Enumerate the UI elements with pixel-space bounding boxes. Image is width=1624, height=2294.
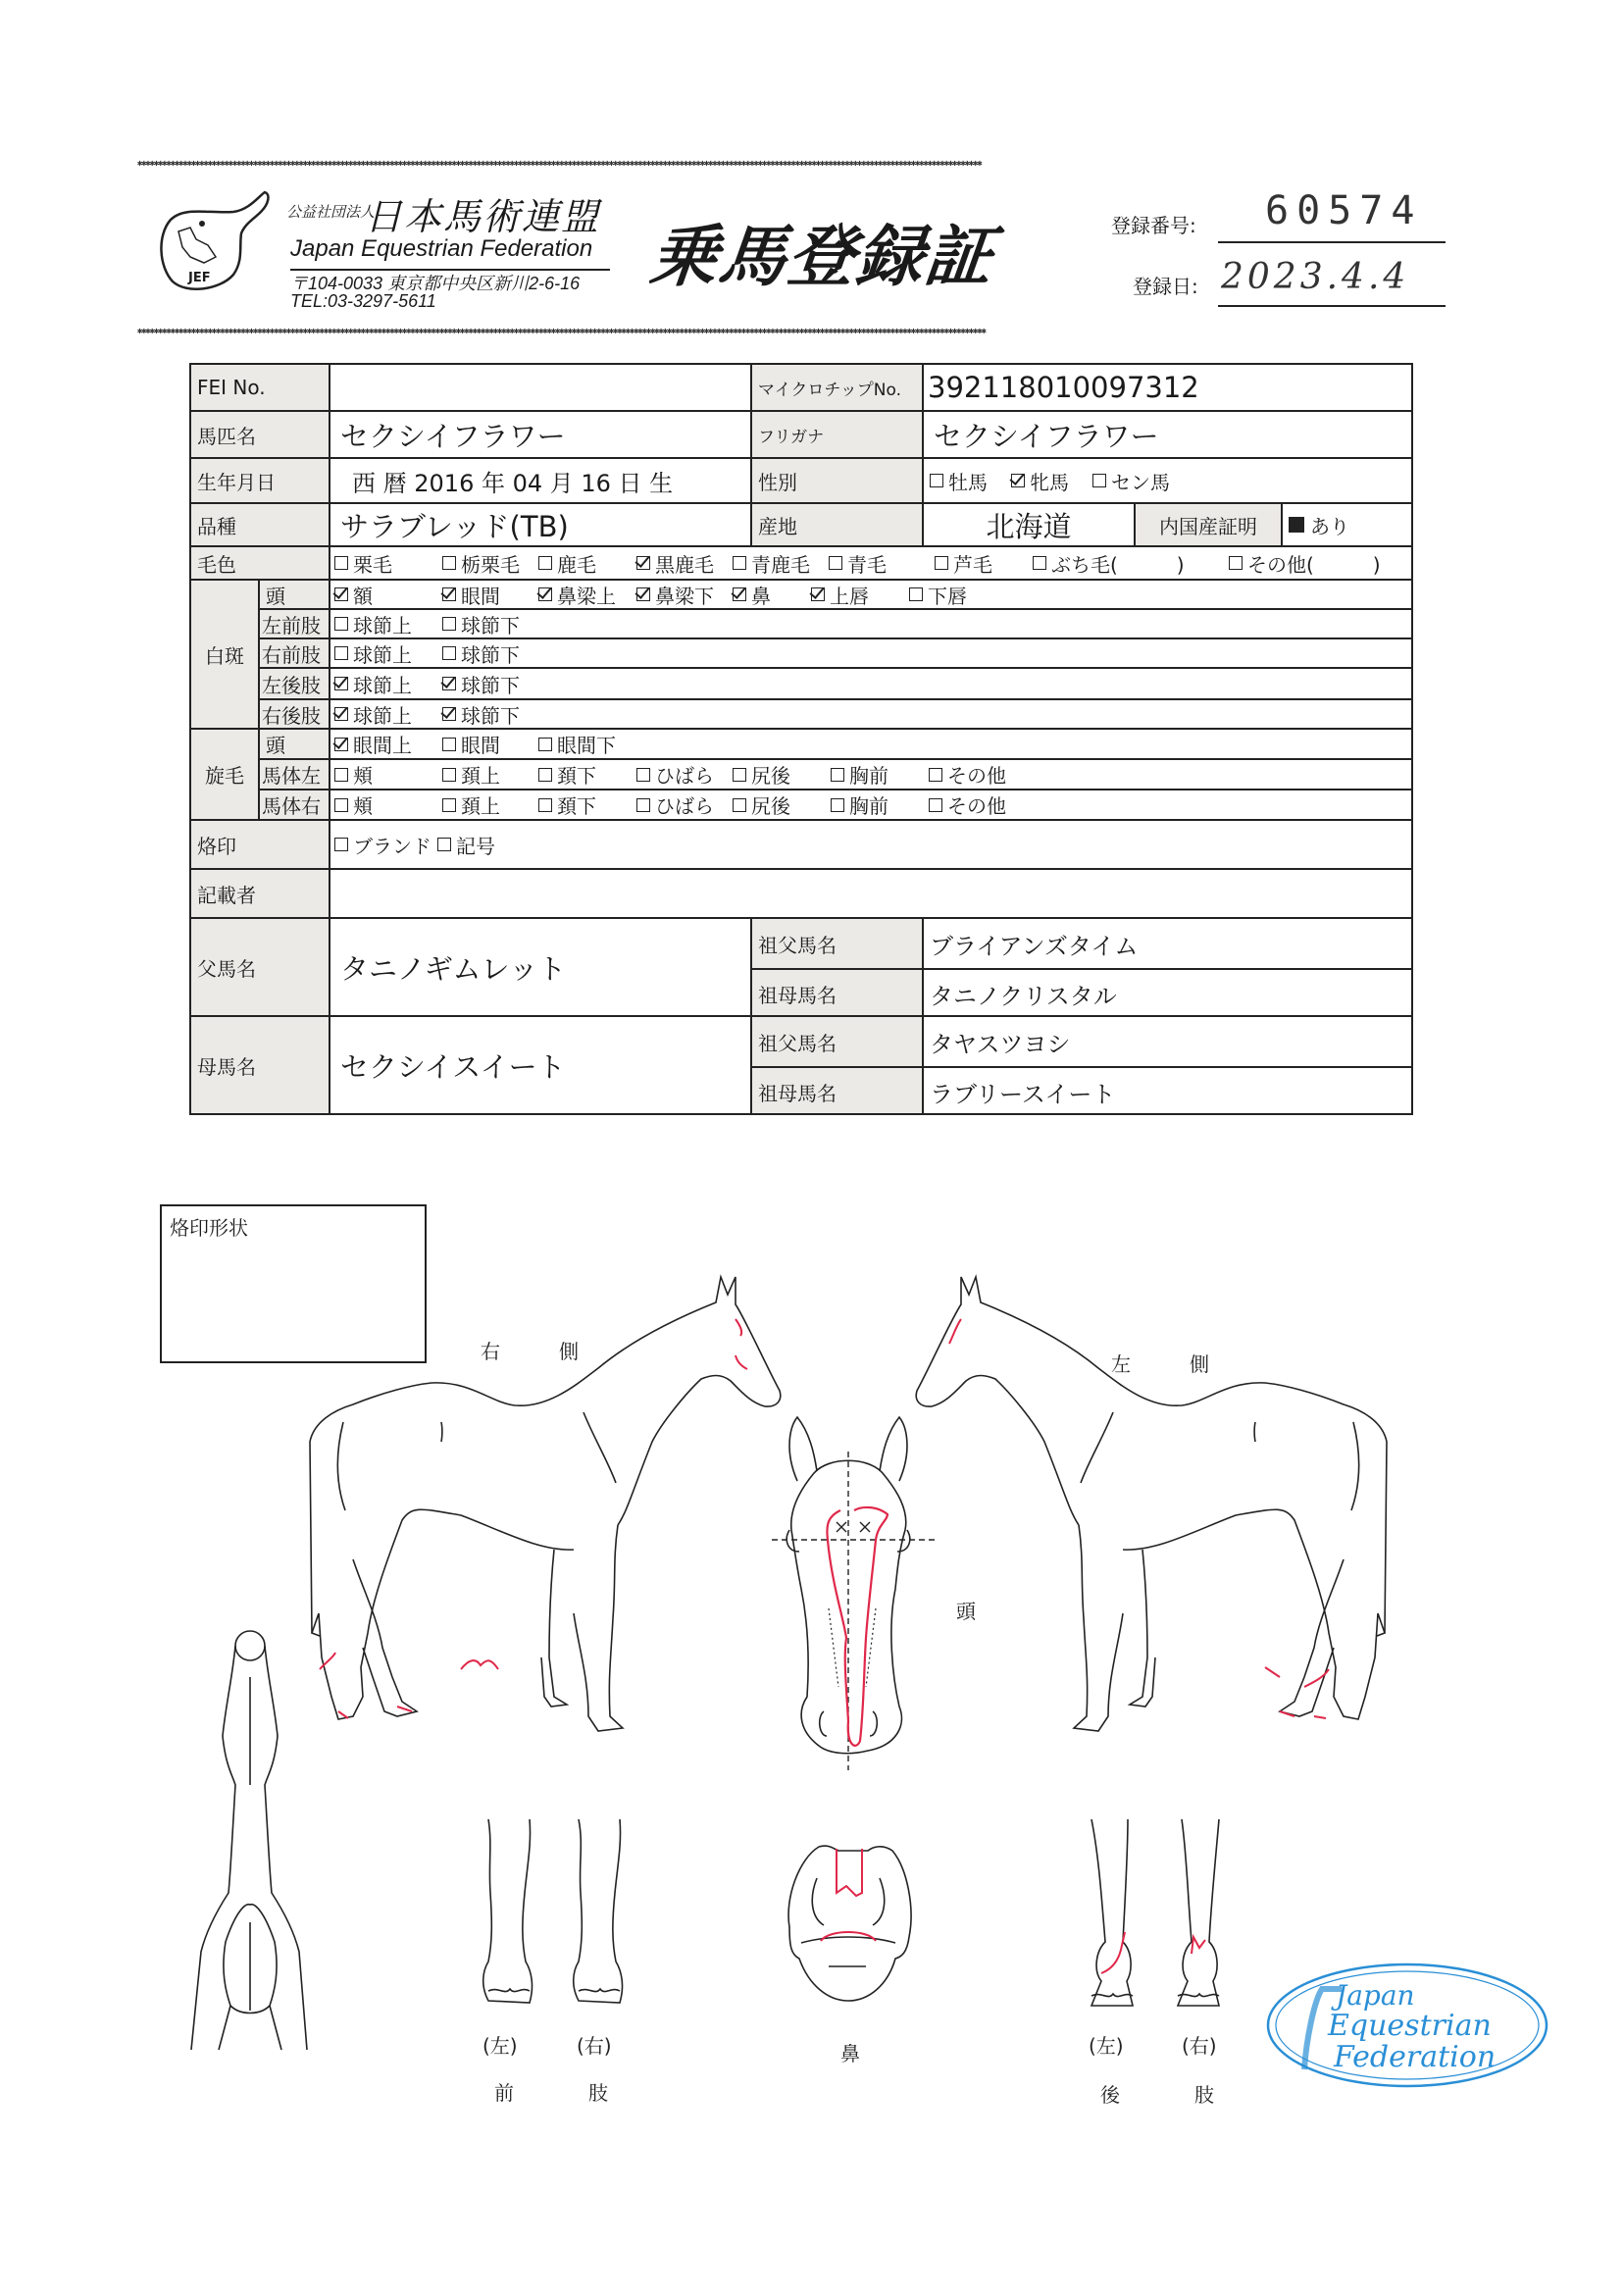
- row-sire: [189, 917, 1412, 1015]
- white-left-fore-label: 左前肢: [258, 610, 329, 637]
- granddam-label: 祖母馬名: [750, 970, 922, 1017]
- whorl-option[interactable]: 頚下: [538, 760, 636, 789]
- organization-name-en: Japan Equestrian Federation: [290, 235, 593, 262]
- white-left-fore-options: [329, 610, 1412, 637]
- stamp-line-3: Federation: [1334, 2040, 1497, 2074]
- breed-value: サラブレッド(TB): [329, 504, 750, 545]
- fei-value: [329, 365, 750, 410]
- row-white-left-fore: [258, 608, 1412, 637]
- fetlock-below-option[interactable]: 球節下: [442, 670, 520, 698]
- row-recorder: [189, 868, 1412, 917]
- granddam-label: 祖母馬名: [750, 1068, 922, 1115]
- hind-legs-icon: [1084, 1814, 1241, 2020]
- breed-label: 品種: [189, 504, 329, 545]
- filled-checkbox-icon[interactable]: [1289, 517, 1304, 533]
- whorl-option[interactable]: ひばら: [636, 760, 733, 789]
- fore-caption-1: 前: [494, 2081, 514, 2105]
- dam-granddam: [750, 1066, 1412, 1115]
- row-brand: [189, 819, 1412, 868]
- logo-text: JEF: [188, 271, 211, 285]
- registration-date-label: 登録日:: [1133, 275, 1198, 298]
- whorl-head-option[interactable]: 眼間上: [334, 730, 442, 758]
- fore-caption-2: 肢: [588, 2081, 608, 2105]
- row-white-right-fore: [258, 637, 1412, 667]
- row-coat-color: [189, 545, 1412, 579]
- dam-label: 母馬名: [189, 1017, 329, 1113]
- row-breed: [189, 502, 1412, 545]
- coat-option[interactable]: 芦毛: [935, 549, 1033, 578]
- sire-grandsire: [750, 919, 1412, 968]
- fetlock-below-option[interactable]: 球節下: [442, 700, 520, 728]
- jef-logo: [155, 188, 273, 296]
- furigana-label: フリガナ: [750, 412, 922, 457]
- stamp-line-1: Japan: [1336, 1979, 1415, 2012]
- registration-number-line: [1218, 241, 1446, 243]
- brand-option-brand[interactable]: ブランド: [334, 831, 431, 859]
- birth-date-label: 生年月日: [189, 459, 329, 502]
- whorl-head-options: [329, 730, 1412, 758]
- whorl-head-option[interactable]: 眼間: [442, 730, 538, 758]
- white-right-fore-label: 右前肢: [258, 639, 329, 667]
- row-white-head: [258, 579, 1412, 608]
- whorl-option[interactable]: その他: [929, 790, 1006, 819]
- whorl-body-left-label: 馬体左: [258, 760, 329, 789]
- white-markings-label: 白斑: [189, 579, 258, 728]
- microchip-value: 392118010097312: [922, 365, 1412, 410]
- whorls-label: 旋毛: [189, 728, 258, 819]
- table-bottom-border: [189, 1113, 1412, 1115]
- fetlock-above-option[interactable]: 球節上: [334, 610, 442, 637]
- sex-label: 性別: [750, 459, 922, 502]
- white-head-option[interactable]: 鼻: [733, 581, 811, 608]
- white-head-option[interactable]: 上唇: [811, 581, 909, 608]
- white-head-option[interactable]: 鼻梁上: [538, 581, 636, 608]
- fetlock-below-option[interactable]: 球節下: [442, 610, 520, 637]
- whorl-option[interactable]: 頬: [334, 790, 442, 819]
- fetlock-above-option[interactable]: 球節上: [334, 700, 442, 728]
- grandsire-value: ブライアンズタイム: [922, 919, 1412, 968]
- row-whorl-head: [258, 728, 1412, 758]
- sex-option-stallion[interactable]: 牡馬: [930, 467, 988, 495]
- right-side-label: 右 側: [481, 1340, 579, 1363]
- phone: TEL:03-3297-5611: [290, 291, 436, 311]
- white-left-hind-label: 左後肢: [258, 669, 329, 698]
- sire-label: 父馬名: [189, 919, 329, 1015]
- registration-number: 60574: [1265, 188, 1423, 233]
- whorl-body-right-label: 馬体右: [258, 790, 329, 819]
- white-head-option[interactable]: 眼間: [442, 581, 538, 608]
- coat-option-selected[interactable]: 黒鹿毛: [636, 549, 733, 578]
- address: 〒104-0033 東京都中央区新川2-6-16: [290, 274, 581, 293]
- coat-option[interactable]: 栗毛: [334, 549, 442, 578]
- jef-stamp: [1265, 1962, 1549, 2089]
- organization-address: [290, 275, 580, 310]
- furigana-value: セクシイフラワー: [922, 412, 1412, 457]
- coat-option[interactable]: 栃栗毛: [442, 549, 538, 578]
- left-side-label: 左 側: [1111, 1352, 1209, 1376]
- hind-left-label: (左): [1089, 2034, 1124, 2058]
- white-right-hind-options: [329, 700, 1412, 728]
- whorl-option[interactable]: 頚上: [442, 790, 538, 819]
- fore-right-label: (右): [577, 2034, 612, 2058]
- sex-option-gelding[interactable]: セン馬: [1092, 467, 1170, 495]
- whorl-option[interactable]: その他: [929, 760, 1006, 789]
- coat-color-label: 毛色: [189, 547, 329, 579]
- white-head-option[interactable]: 下唇: [909, 581, 967, 608]
- fetlock-above-option[interactable]: 球節上: [334, 639, 442, 667]
- whorl-option[interactable]: 頚上: [442, 760, 538, 789]
- row-whorl-body-left: [258, 758, 1412, 789]
- checkbox-stallion[interactable]: [930, 474, 943, 487]
- fei-label: FEI No.: [189, 365, 329, 410]
- origin-value: 北海道: [922, 504, 1134, 545]
- white-right-hind-label: 右後肢: [258, 700, 329, 728]
- whorl-option[interactable]: 頚下: [538, 790, 636, 819]
- horse-name-value: セクシイフラワー: [329, 412, 750, 457]
- head-label: 頭: [956, 1600, 976, 1623]
- coat-option[interactable]: 青鹿毛: [733, 549, 829, 578]
- recorder-label: 記載者: [189, 870, 329, 917]
- white-head-options: [329, 581, 1412, 608]
- brand-option-symbol[interactable]: 記号: [437, 831, 495, 859]
- white-right-fore-options: [329, 639, 1412, 667]
- header-top-border: ✱✱✱✱✱✱✱✱✱✱✱✱✱✱✱✱✱✱✱✱✱✱✱✱✱✱✱✱✱✱✱✱✱✱✱✱✱✱✱✱✱✱✱✱✱✱✱✱✱✱✱✱✱✱✱✱✱✱✱✱✱✱✱✱✱✱✱✱✱✱✱✱✱✱✱✱✱✱✱✱✱✱✱✱✱✱✱✱✱✱✱✱✱✱✱✱✱✱✱✱✱✱✱✱✱✱✱✱✱✱✱✱✱✱✱✱✱✱✱✱✱✱✱✱✱✱✱✱✱✱✱✱✱✱✱✱✱✱✱✱✱✱✱✱✱✱✱✱✱✱✱✱✱✱✱✱✱✱✱✱✱✱✱✱✱✱✱✱✱✱✱✱✱✱✱✱✱✱✱✱✱✱✱✱✱✱✱✱✱✱✱✱✱✱✱✱✱✱✱✱✱✱✱✱: [137, 160, 982, 168]
- document-title: 乗馬登録証: [646, 219, 998, 296]
- recorder-value: [329, 870, 1412, 917]
- coat-option[interactable]: 青毛: [829, 549, 935, 578]
- horse-left-side-icon: [843, 1265, 1393, 1756]
- sire-granddam: [750, 968, 1412, 1017]
- whorl-option[interactable]: ひばら: [636, 790, 733, 819]
- whorl-option[interactable]: 胸前: [831, 790, 929, 819]
- row-dam: [189, 1015, 1412, 1113]
- dam-grandsire: [750, 1017, 1412, 1066]
- granddam-value: タニノクリスタル: [922, 970, 1412, 1017]
- row-white-left-hind: [258, 667, 1412, 698]
- checkbox-gelding[interactable]: [1092, 474, 1106, 487]
- whorl-option[interactable]: 胸前: [831, 760, 929, 789]
- organization-name: 日本馬術連盟: [365, 195, 601, 238]
- fetlock-below-option[interactable]: 球節下: [442, 639, 520, 667]
- organization-rule: [290, 269, 610, 271]
- sire-value: タニノギムレット: [329, 919, 750, 1015]
- white-head-option[interactable]: 鼻梁下: [636, 581, 733, 608]
- whorl-option[interactable]: 尻後: [733, 760, 831, 789]
- row-horse-name: [189, 410, 1412, 457]
- header-bottom-border: ✱✱✱✱✱✱✱✱✱✱✱✱✱✱✱✱✱✱✱✱✱✱✱✱✱✱✱✱✱✱✱✱✱✱✱✱✱✱✱✱✱✱✱✱✱✱✱✱✱✱✱✱✱✱✱✱✱✱✱✱✱✱✱✱✱✱✱✱✱✱✱✱✱✱✱✱✱✱✱✱✱✱✱✱✱✱✱✱✱✱✱✱✱✱✱✱✱✱✱✱✱✱✱✱✱✱✱✱✱✱✱✱✱✱✱✱✱✱✱✱✱✱✱✱✱✱✱✱✱✱✱✱✱✱✱✱✱✱✱✱✱✱✱✱✱✱✱✱✱✱✱✱✱✱✱✱✱✱✱✱✱✱✱✱✱✱✱✱✱✱✱✱✱✱✱✱✱✱✱✱✱✱✱✱✱✱✱✱✱✱✱✱✱✱✱✱✱✱✱✱✱✱✱✱✱: [137, 328, 986, 335]
- hind-caption-2: 肢: [1194, 2083, 1214, 2107]
- origin-label: 産地: [750, 504, 922, 545]
- grandsire-label: 祖父馬名: [750, 1017, 922, 1066]
- fore-left-label: (左): [482, 2034, 518, 2058]
- brand-shape-label: 烙印形状: [170, 1216, 248, 1240]
- coat-option[interactable]: ぶち毛( ): [1033, 549, 1229, 578]
- stamp-line-2: Equestrian: [1328, 2009, 1492, 2043]
- white-head-label: 頭: [258, 581, 329, 608]
- registration-date: 2023.4.4: [1221, 257, 1410, 297]
- whorl-option[interactable]: 尻後: [733, 790, 831, 819]
- saddle-logo-icon: [155, 188, 273, 296]
- white-left-hind-options: [329, 669, 1412, 698]
- brand-label: 烙印: [189, 821, 329, 868]
- sex-options: [922, 459, 1412, 502]
- grandsire-value: タヤスツヨシ: [922, 1017, 1412, 1066]
- granddam-value: ラブリースイート: [922, 1068, 1412, 1115]
- registration-number-label: 登録番号:: [1111, 214, 1196, 237]
- whorl-head-option[interactable]: 眼間下: [538, 730, 616, 758]
- whorl-head-label: 頭: [258, 730, 329, 758]
- table-right-border: [1411, 363, 1413, 1115]
- registration-date-line: [1218, 305, 1446, 307]
- whorl-option[interactable]: 頬: [334, 760, 442, 789]
- row-birth-date: [189, 457, 1412, 502]
- horse-name-label: 馬匹名: [189, 412, 329, 457]
- coat-option[interactable]: その他( ): [1229, 549, 1381, 578]
- coat-option[interactable]: 鹿毛: [538, 549, 636, 578]
- coat-color-options: [329, 547, 1412, 579]
- sex-option-mare[interactable]: 牝馬: [1011, 467, 1069, 495]
- whorl-body-left-options: [329, 760, 1412, 789]
- hind-caption-1: 後: [1100, 2083, 1120, 2107]
- organization-prefix: 公益社団法人: [286, 203, 376, 221]
- whorl-body-right-options: [329, 790, 1412, 819]
- row-fei: [189, 363, 1412, 410]
- row-white-right-hind: [258, 698, 1412, 728]
- fetlock-above-option[interactable]: 球節上: [334, 670, 442, 698]
- microchip-label: マイクロチップNo.: [750, 365, 922, 410]
- nose-label: 鼻: [840, 2042, 860, 2065]
- brand-options: [329, 821, 1412, 868]
- row-whorl-body-right: [258, 789, 1412, 819]
- grandsire-label: 祖父馬名: [750, 919, 922, 968]
- hind-right-label: (右): [1182, 2034, 1217, 2058]
- nose-view-icon: [780, 1839, 917, 2006]
- checkbox-mare[interactable]: [1011, 474, 1025, 487]
- domestic-cert-value: あり: [1281, 504, 1412, 545]
- horse-rear-view-icon: [181, 1618, 319, 2060]
- birth-date-value: 西 暦 2016 年 04 月 16 日 生: [329, 459, 750, 502]
- white-head-option[interactable]: 額: [334, 581, 442, 608]
- dam-value: セクシイスイート: [329, 1017, 750, 1113]
- domestic-cert-label: 内国産証明: [1134, 504, 1281, 545]
- fore-legs-icon: [481, 1814, 637, 2020]
